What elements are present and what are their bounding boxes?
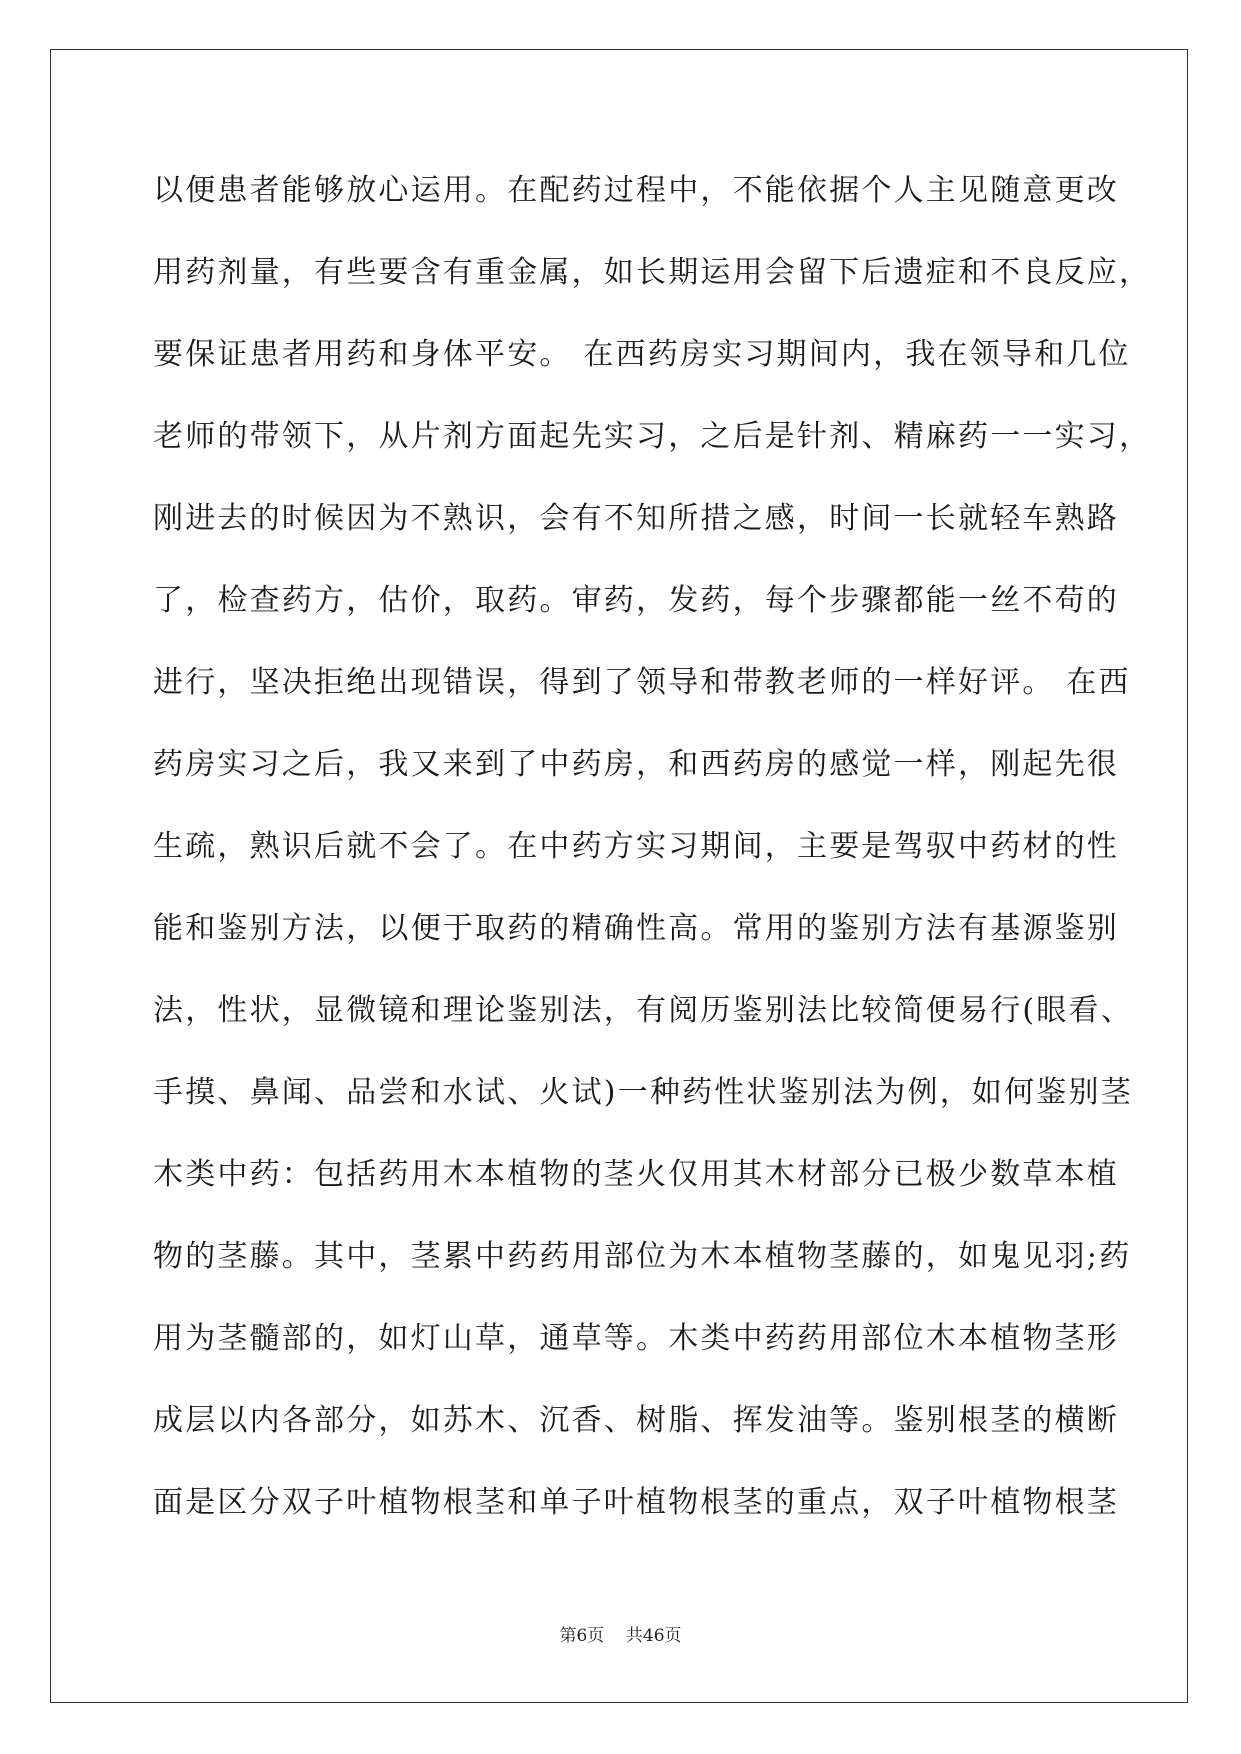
text-line: 用药剂量，有些要含有重金属，如长期运用会留下后遗症和不良反应， xyxy=(153,255,1152,290)
text-line: 了，检查药方，估价，取药。审药，发药，每个步骤都能一丝不苟的 xyxy=(153,583,1119,618)
text-line: 法，性状，显微镜和理论鉴别法，有阅历鉴别法比较简便易行(眼看、 xyxy=(153,993,1133,1028)
text-line: 面是区分双子叶植物根茎和单子叶植物根茎的重点，双子叶植物根茎 xyxy=(153,1485,1119,1520)
text-line: 以便患者能够放心运用。在配药过程中，不能依据个人主见随意更改 xyxy=(153,173,1119,208)
text-line: 要保证患者用药和身体平安。 在西药房实习期间内，我在领导和几位 xyxy=(153,337,1131,372)
text-line: 刚进去的时候因为不熟识，会有不知所措之感，时间一长就轻车熟路 xyxy=(153,501,1119,536)
text-line: 能和鉴别方法，以便于取药的精确性高。常用的鉴别方法有基源鉴别 xyxy=(153,911,1119,946)
text-line: 进行，坚决拒绝出现错误，得到了领导和带教老师的一样好评。 在西 xyxy=(153,665,1131,700)
text-line: 成层以内各部分，如苏木、沉香、树脂、挥发油等。鉴别根茎的横断 xyxy=(153,1403,1119,1438)
text-line: 木类中药：包括药用木本植物的茎火仅用其木材部分已极少数草本植 xyxy=(153,1157,1119,1192)
text-line: 用为茎髓部的，如灯山草，通草等。木类中药药用部位木本植物茎形 xyxy=(153,1321,1119,1356)
text-line: 老师的带领下，从片剂方面起先实习，之后是针剂、精麻药一一实习， xyxy=(153,419,1152,454)
text-line: 手摸、鼻闻、品尝和水试、火试)一种药性状鉴别法为例，如何鉴别茎 xyxy=(153,1075,1133,1110)
text-line: 药房实习之后，我又来到了中药房，和西药房的感觉一样，刚起先很 xyxy=(153,747,1119,782)
page-number: 第6页 共46页 xyxy=(559,1626,682,1646)
text-line: 生疏，熟识后就不会了。在中药方实习期间，主要是驾驭中药材的性 xyxy=(153,829,1119,864)
body-text xyxy=(153,163,1152,1557)
text-line: 物的茎藤。其中，茎累中药药用部位为木本植物茎藤的，如鬼见羽;药 xyxy=(153,1239,1132,1274)
